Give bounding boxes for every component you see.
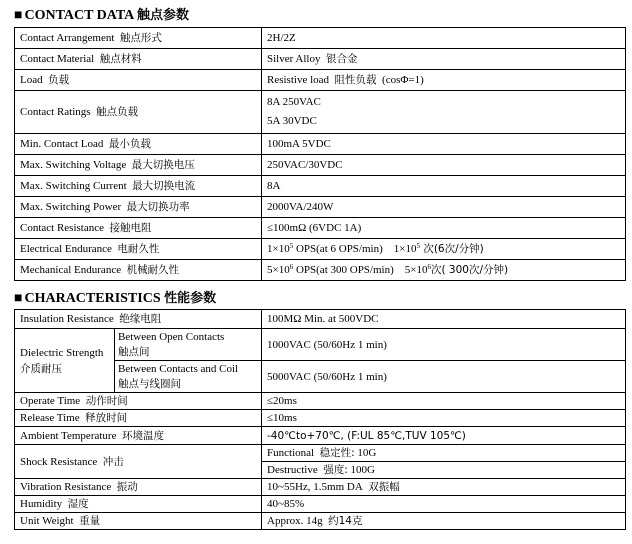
value-en: Approx. 14g (267, 515, 323, 527)
row-value (262, 197, 626, 218)
table-row (15, 28, 626, 49)
value-text: 2000VA/240W (267, 201, 334, 213)
row-label (15, 410, 262, 427)
label-cn: 最小负载 (108, 138, 151, 150)
value-cn: 阻性负载 (334, 74, 377, 86)
row-label (15, 197, 262, 218)
value-d: 次(6次/分钟) (419, 243, 484, 255)
label-en: Load (20, 74, 43, 86)
label-cn: 冲击 (102, 455, 124, 468)
row-label (15, 310, 262, 329)
table-row (15, 176, 626, 197)
row-value (262, 218, 626, 239)
row-value (262, 91, 626, 134)
row-label (15, 445, 262, 479)
row-label (15, 176, 262, 197)
table-row (15, 49, 626, 70)
row-value (262, 410, 626, 427)
row-value (262, 513, 626, 530)
value-text: 8A (267, 180, 281, 192)
table-row (15, 479, 626, 496)
table-row (15, 70, 626, 91)
value-text: 40~85% (267, 498, 305, 510)
table-row (15, 445, 626, 462)
value-text: 1000VAC (50/60Hz 1 min) (267, 338, 387, 351)
label-cn: 重量 (79, 515, 101, 527)
table-row (15, 513, 626, 530)
label-cn: 最大切换电流 (132, 180, 196, 192)
row-label (15, 239, 262, 260)
row-value (262, 462, 626, 479)
contact-title-cn: 触点参数 (137, 8, 190, 23)
value-c: 5×10 (404, 264, 428, 276)
label-cn: 机械耐久性 (126, 264, 180, 276)
sub-label-en: Between Contacts and Coil (118, 362, 239, 375)
label-cn: 环境温度 (121, 429, 164, 442)
value-cn: 约14克 (328, 515, 363, 527)
table-row (15, 197, 626, 218)
table-row (15, 134, 626, 155)
row-value (262, 70, 626, 91)
row-label (15, 91, 262, 134)
label-cn: 最大切换功率 (126, 201, 190, 213)
label-cn: 电耐久性 (117, 243, 160, 255)
label-cn: 触点材料 (99, 53, 142, 65)
label-en: Contact Ratings (20, 106, 91, 118)
row-value (262, 134, 626, 155)
row-label (15, 155, 262, 176)
row-value (262, 329, 626, 361)
label-cn: 振动 (116, 481, 138, 493)
value-en: Resistive load (267, 74, 330, 86)
row-label (15, 49, 262, 70)
row-label (15, 496, 262, 513)
contact-title-en: CONTACT DATA (24, 8, 134, 23)
value-b: OPS(at 6 OPS/min) (293, 243, 383, 255)
table-row (15, 427, 626, 445)
label-en: Contact Material (20, 53, 95, 65)
label-en: Electrical Endurance (20, 243, 112, 255)
value-text: ≤100mΩ (6VDC 1A) (267, 222, 362, 234)
label-cn: 湿度 (67, 498, 89, 510)
row-value (262, 239, 626, 260)
value-d: 次( 300次/分钟) (430, 264, 509, 276)
label-cn: 负载 (48, 74, 70, 86)
value-tail: (cosΦ=1) (382, 74, 424, 86)
label-en: Contact Arrangement (20, 32, 115, 44)
exponent: 5 (289, 242, 294, 250)
label-cn: 触点负载 (96, 106, 139, 118)
value-en: Silver Alloy (267, 53, 321, 65)
value-text: ≤20ms (267, 395, 297, 407)
value-line-1: 8A 250VAC (267, 96, 321, 108)
value-text: 100G (350, 464, 375, 476)
value-cn: 稳定性: (319, 447, 355, 459)
label-en: Vibration Resistance (20, 481, 112, 493)
contact-data-title (14, 4, 189, 24)
label-en: Contact Resistance (20, 222, 105, 234)
value-text: 5000VAC (50/60Hz 1 min) (267, 370, 387, 383)
value-line-2: 5A 30VDC (267, 115, 317, 127)
value-text: 100mA 5VDC (267, 138, 331, 150)
row-value (262, 427, 626, 445)
value-a: 5×10 (267, 264, 290, 276)
label-en: Unit Weight (20, 515, 74, 527)
label-en: Insulation Resistance (20, 313, 114, 325)
row-label (15, 218, 262, 239)
exponent: 6 (427, 263, 431, 271)
value-text: 10G (357, 447, 377, 459)
table-row (15, 310, 626, 329)
row-value (262, 155, 626, 176)
row-label (15, 393, 262, 410)
label-en: Dielectric Strength (20, 346, 104, 359)
label-cn: 绝缘电阻 (119, 313, 162, 325)
value-text: 250VAC/30VDC (267, 159, 343, 171)
table-row (15, 329, 626, 361)
table-row (15, 218, 626, 239)
row-value (262, 49, 626, 70)
characteristics-title (14, 287, 216, 307)
value-en: Destructive (267, 464, 318, 476)
row-value (262, 393, 626, 410)
characteristics-table (14, 309, 626, 530)
label-cn: 动作时间 (85, 395, 128, 407)
row-value (262, 260, 626, 281)
value-en: 10~55Hz, 1.5mm DA (267, 481, 363, 493)
row-label (15, 28, 262, 49)
table-row (15, 496, 626, 513)
label-en: Ambient Temperature (20, 429, 117, 442)
row-label (15, 70, 262, 91)
row-label (15, 427, 262, 445)
value-text: -40℃to+70℃, (F:UL 85℃,TUV 105℃) (267, 429, 466, 442)
row-value (262, 496, 626, 513)
label-cn: 释放时间 (85, 412, 128, 424)
table-row (15, 410, 626, 427)
label-en: Max. Switching Power (20, 201, 122, 213)
value-a: 1×10 (267, 243, 290, 255)
label-en: Shock Resistance (20, 455, 98, 468)
row-value (262, 28, 626, 49)
label-en: Mechanical Endurance (20, 264, 122, 276)
label-cn: 最大切换电压 (131, 159, 195, 171)
label-en: Humidity (20, 498, 63, 510)
dielectric-sub-label (115, 361, 262, 393)
value-cn: 双振幅 (368, 481, 400, 493)
row-value (262, 176, 626, 197)
dielectric-label (15, 329, 115, 393)
value-text: 2H/2Z (267, 32, 296, 44)
value-en: Functional (267, 447, 315, 459)
row-label (15, 513, 262, 530)
contact-data-table (14, 27, 626, 281)
sub-label-cn: 触点间 (118, 345, 150, 358)
row-value (262, 445, 626, 462)
row-value (262, 310, 626, 329)
row-label (15, 479, 262, 496)
row-value (262, 479, 626, 496)
characteristics-title-cn: 性能参数 (164, 291, 217, 306)
label-en: Min. Contact Load (20, 138, 104, 150)
characteristics-title-en: CHARACTERISTICS (24, 291, 161, 306)
label-en: Release Time (20, 412, 80, 424)
sub-label-cn: 触点与线圈间 (118, 377, 181, 390)
value-cn: 银合金 (325, 53, 358, 65)
table-row (15, 91, 626, 134)
label-cn: 触点形式 (119, 32, 162, 44)
table-row (15, 155, 626, 176)
section-square-icon: ■ (14, 291, 23, 306)
table-row (15, 260, 626, 281)
value-cn: 强度: (323, 464, 348, 476)
section-square-icon: ■ (14, 8, 23, 23)
exponent: 5 (416, 242, 420, 250)
dielectric-sub-label (115, 329, 262, 361)
label-en: Max. Switching Current (20, 180, 127, 192)
label-en: Operate Time (20, 395, 81, 407)
label-en: Max. Switching Voltage (20, 159, 127, 171)
label-cn: 接触电阻 (109, 222, 152, 234)
sub-label-en: Between Open Contacts (118, 330, 225, 343)
label-cn: 介质耐压 (20, 362, 62, 375)
row-value (262, 361, 626, 393)
exponent: 6 (289, 263, 294, 271)
value-c: 1×10 (393, 243, 417, 255)
row-label (15, 134, 262, 155)
value-text: ≤10ms (267, 412, 297, 424)
table-row (15, 393, 626, 410)
value-b: OPS(at 300 OPS/min) (293, 264, 394, 276)
table-row (15, 239, 626, 260)
row-label (15, 260, 262, 281)
value-text: 100MΩ Min. at 500VDC (267, 313, 379, 325)
